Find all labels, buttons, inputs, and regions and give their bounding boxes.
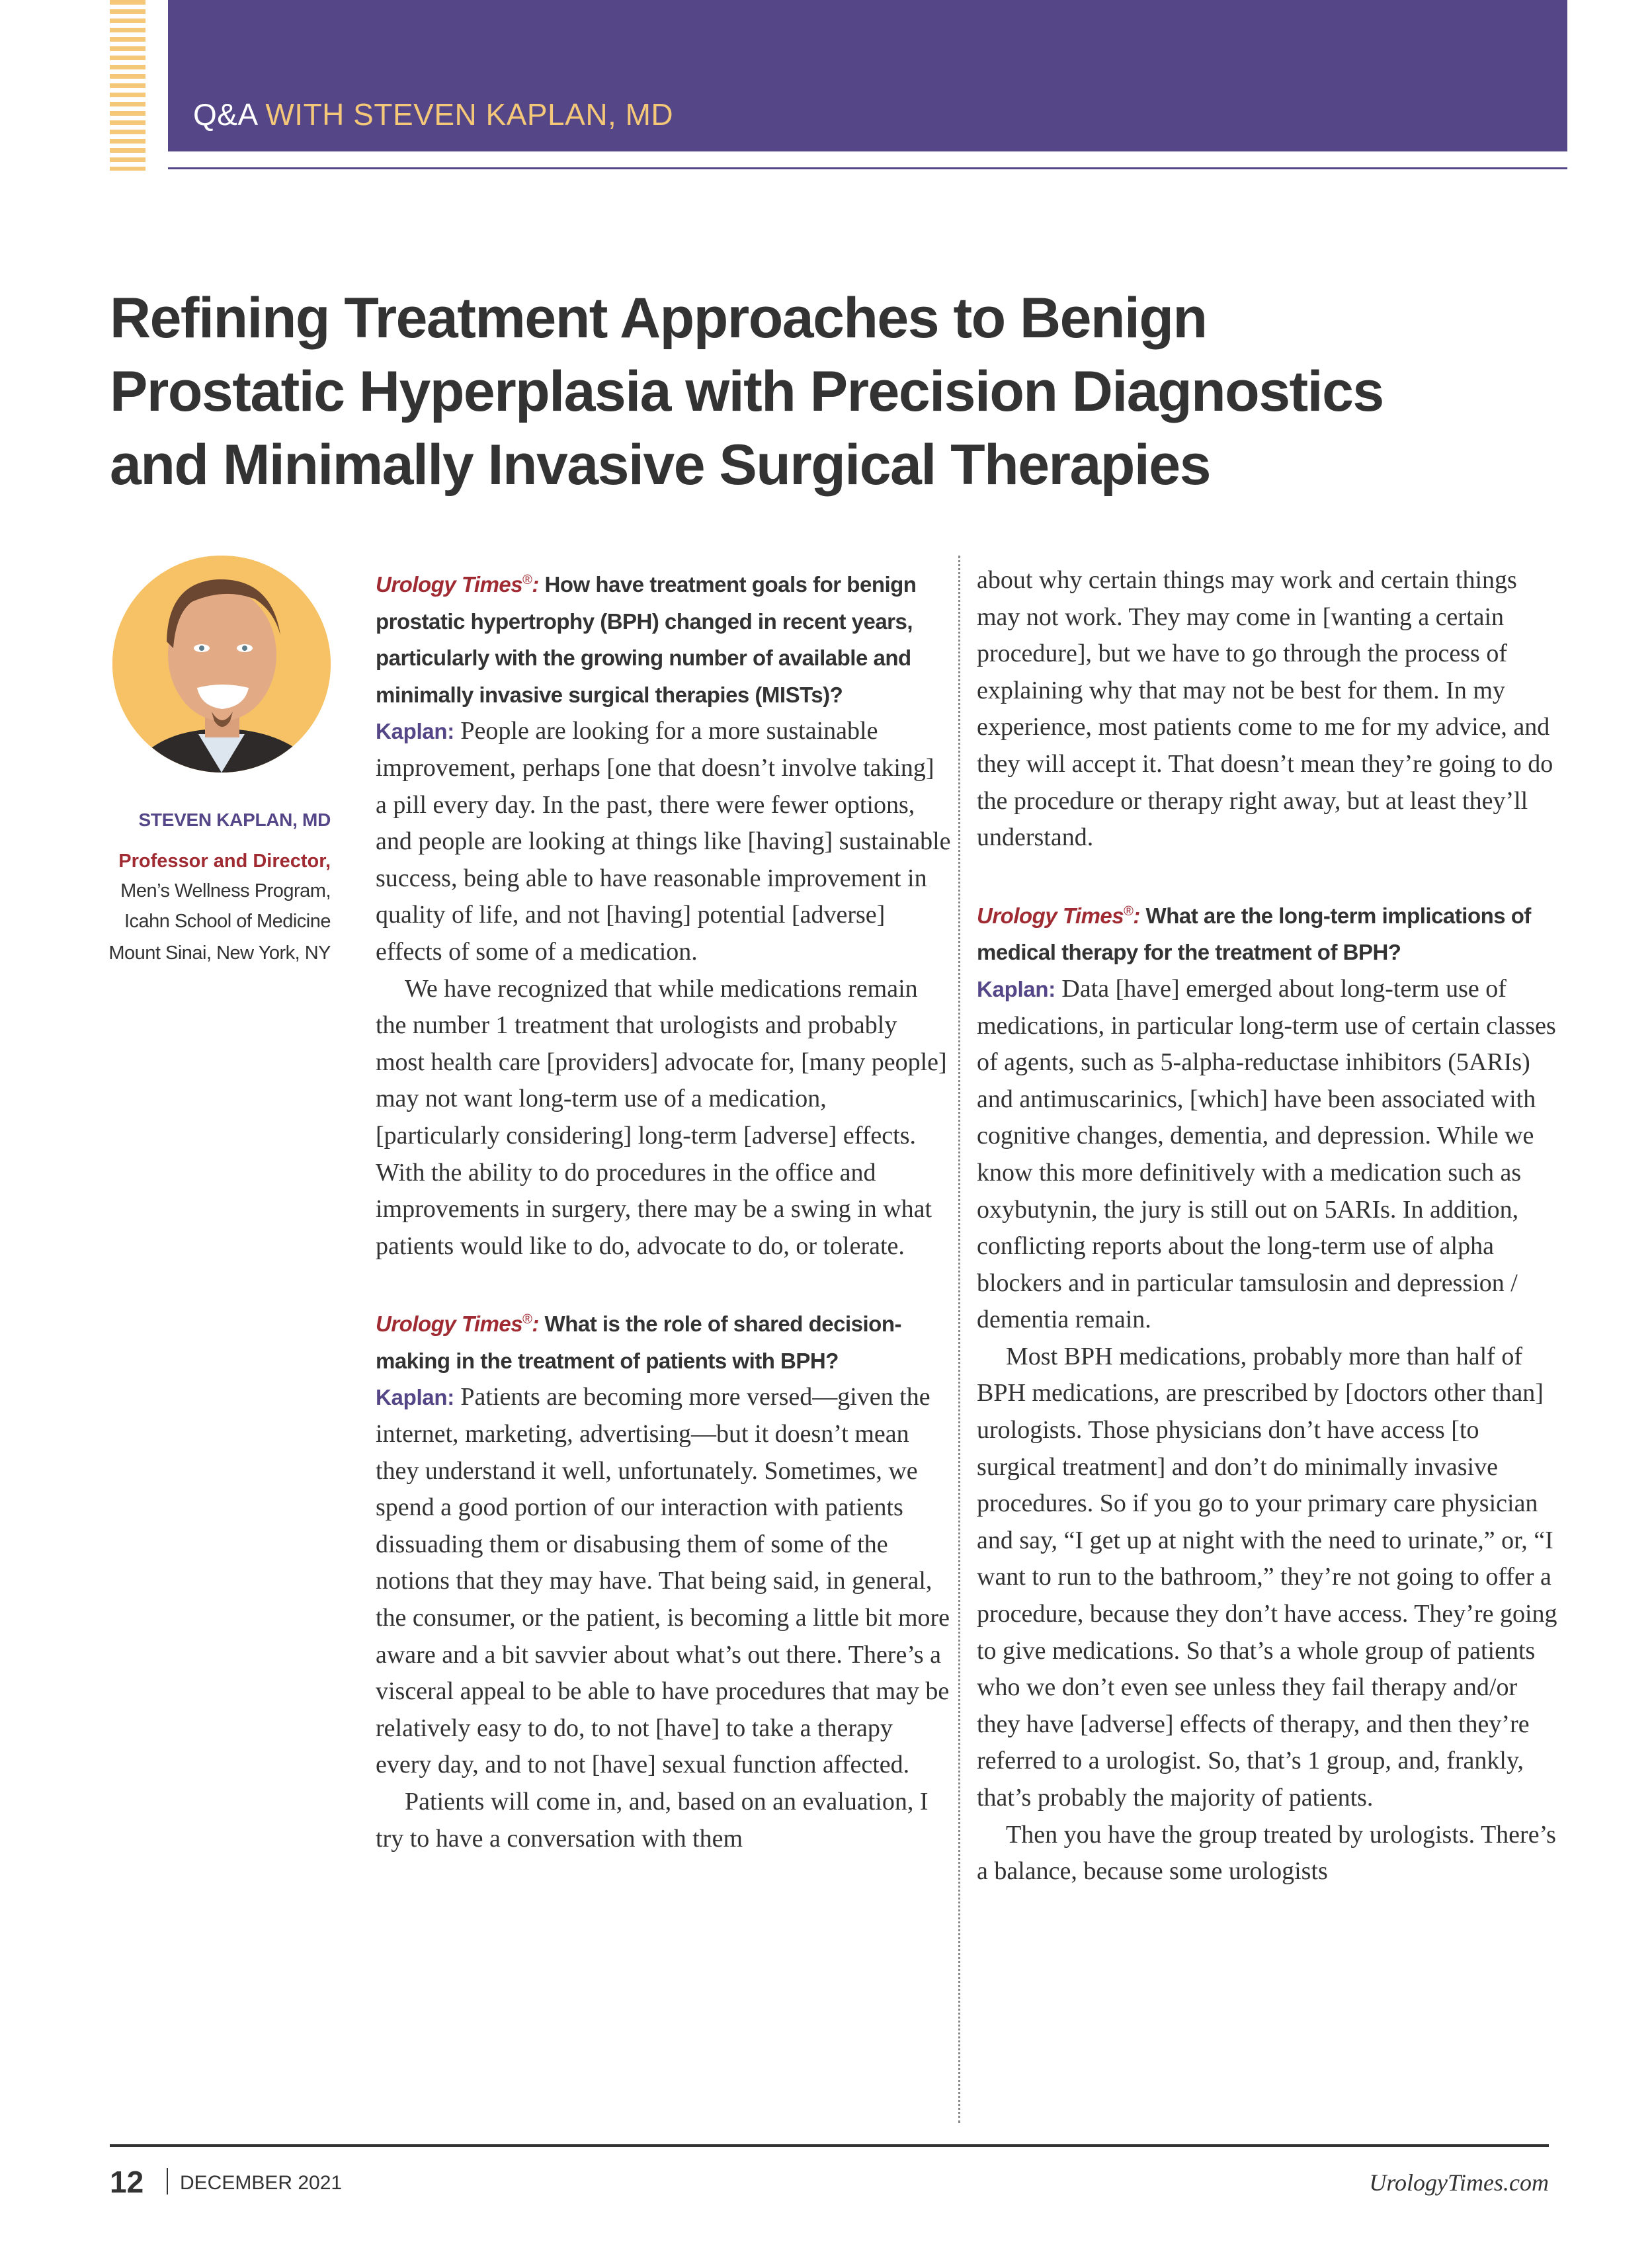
question-2: [376, 1302, 951, 1379]
interviewer-label: Urology Times: [376, 572, 523, 597]
banner-rule: [168, 167, 1567, 169]
headline-line: Prostatic Hyperplasia with Precision Diagnostics: [110, 360, 1384, 423]
question-3: [977, 894, 1559, 971]
author-photo: [112, 556, 331, 773]
answer-paragraph: [376, 713, 951, 970]
decorative-stripes: [110, 0, 145, 171]
issue-date: DECEMBER 2021: [180, 2172, 343, 2194]
author-affiliation: Men’s Wellness Program,: [120, 880, 331, 901]
interviewer-label: Urology Times: [376, 1312, 523, 1337]
interviewer-colon: :: [532, 572, 539, 597]
registered-mark: ®: [1124, 903, 1134, 919]
article-headline: [110, 282, 1598, 502]
answer-paragraph: We have recognized that while medications remain the number 1 treatment that urologists and probably most health care [providers] advocate for, [many people] may not want long-term use of a medication, [particularly considering] long-term [adverse] effects. With the ability to do procedures in the office and improvements in surgery, there may be a swing in what patients would like to do, advocate to do, or tolerate.: [376, 974, 947, 1260]
author-affiliation: Mount Sinai, New York, NY: [108, 942, 331, 964]
interviewer-colon: :: [1133, 903, 1140, 928]
article-column-left: [376, 562, 951, 1857]
speaker-label: Kaplan:: [376, 719, 454, 744]
headline-line: and Minimally Invasive Surgical Therapies: [110, 433, 1210, 497]
interviewer-label: Urology Times: [977, 903, 1124, 928]
question-1: [376, 562, 951, 713]
page-number: 12: [110, 2165, 144, 2199]
headline-line: Refining Treatment Approaches to Benign: [110, 286, 1207, 350]
kicker-subject: WITH STEVEN KAPLAN, MD: [257, 97, 674, 132]
column-divider: [958, 556, 960, 2123]
interviewer-colon: :: [532, 1312, 539, 1337]
footer-separator: [167, 2168, 168, 2195]
answer-text: People are looking for a more sustainable improvement, perhaps [one that doesn’t involve taking] a pill every day. In the past, there were fewer options, and people are looking at things like [having] sustainable success, being able to have reasonable improvement in quality of life, and not [having] potential [adverse] effects of some of a medication.: [376, 717, 951, 966]
publication-website-link[interactable]: UrologyTimes.com: [1369, 2169, 1549, 2196]
answer-text: Patients are becoming more versed—given the internet, marketing, advertising—but it doesn’t mean they understand it well, unfortunately. Sometimes, we spend a good portion of our interaction with patients dissuading them or disabusing them of some of the notions that they may have. That being said, in general, the consumer, or the patient, is becoming a little bit more aware and a bit savvier about what’s out there. There’s a visceral appeal to be able to have procedures that may be relatively easy to do, to not [have] to take a therapy every day, and to not [have] sexual function affected.: [376, 1383, 950, 1779]
answer-paragraph: [977, 971, 1559, 1339]
author-title: Professor and Director,: [118, 851, 331, 872]
footer-rule: [110, 2144, 1549, 2147]
answer-text: Data [have] emerged about long-term use of medications, in particular long-term use of certain classes of agents, such as 5-alpha-reductase inhibitors (5ARIs) and antimuscarinics, [which] have been associated with cognitive changes, dementia, and depression. While we know this more definitively with a medication such as oxybutynin, the jury is still out on 5ARIs. In addition, conflicting reports about the long-term use of alpha blockers and in particular tamsulosin and depression / dementia remain.: [977, 974, 1556, 1334]
author-name: STEVEN KAPLAN, MD: [138, 810, 331, 830]
question-text: How have treatment goals for benign prostatic hypertrophy (BPH) changed in recent years, particularly with the growing number of available and minimally invasive surgical therapies (MISTs)?: [376, 572, 917, 707]
registered-mark: ®: [522, 1312, 532, 1327]
article-column-right: [977, 562, 1559, 1890]
answer-paragraph: [376, 1379, 951, 1784]
portrait-illustration-icon: [112, 556, 331, 773]
kicker-prefix: Q&A: [193, 97, 257, 132]
answer-paragraph: Most BPH medications, probably more than half of BPH medications, are prescribed by [doctors other than] urologists. Those physicians don’t have access [to surgical treatment] and don’t do minimally invasive procedures. So if you go to your primary care physician and say, “I get up at night with the need to urinate,” or, “I want to run to the bathroom,” they’re not going to offer a procedure, because they don’t have access. They’re going to give medications. So that’s a whole group of patients who we don’t even see unless they fail therapy and/or they have [adverse] effects of therapy, and then they’re referred to a urologist. So, that’s 1 group, and, frankly, that’s probably the majority of patients.: [977, 1342, 1557, 1812]
answer-paragraph: Patients will come in, and, based on an evaluation, I try to have a conversation with them: [376, 1788, 929, 1853]
registered-mark: ®: [522, 573, 532, 587]
section-kicker: [193, 99, 673, 130]
author-affiliation: Icahn School of Medicine: [124, 911, 331, 932]
answer-paragraph-continued: about why certain things may work and certain things may not work. They may come in [wanting a certain procedure], but we have to go through the process of explaining why that may not be best for them. In my experience, most patients come to me for my advice, and they will accept it. That doesn’t mean they’re going to do the procedure or therapy right away, but at least they’ll understand.: [977, 566, 1553, 852]
question-text: What are the long-term implications of medical therapy for the treatment of BPH?: [977, 903, 1531, 965]
speaker-label: Kaplan:: [977, 976, 1055, 1001]
question-text: What is the role of shared decision-making in the treatment of patients with BPH?: [376, 1312, 901, 1373]
speaker-label: Kaplan:: [376, 1385, 454, 1410]
answer-paragraph: Then you have the group treated by urologists. There’s a balance, because some urologists: [977, 1820, 1556, 1886]
